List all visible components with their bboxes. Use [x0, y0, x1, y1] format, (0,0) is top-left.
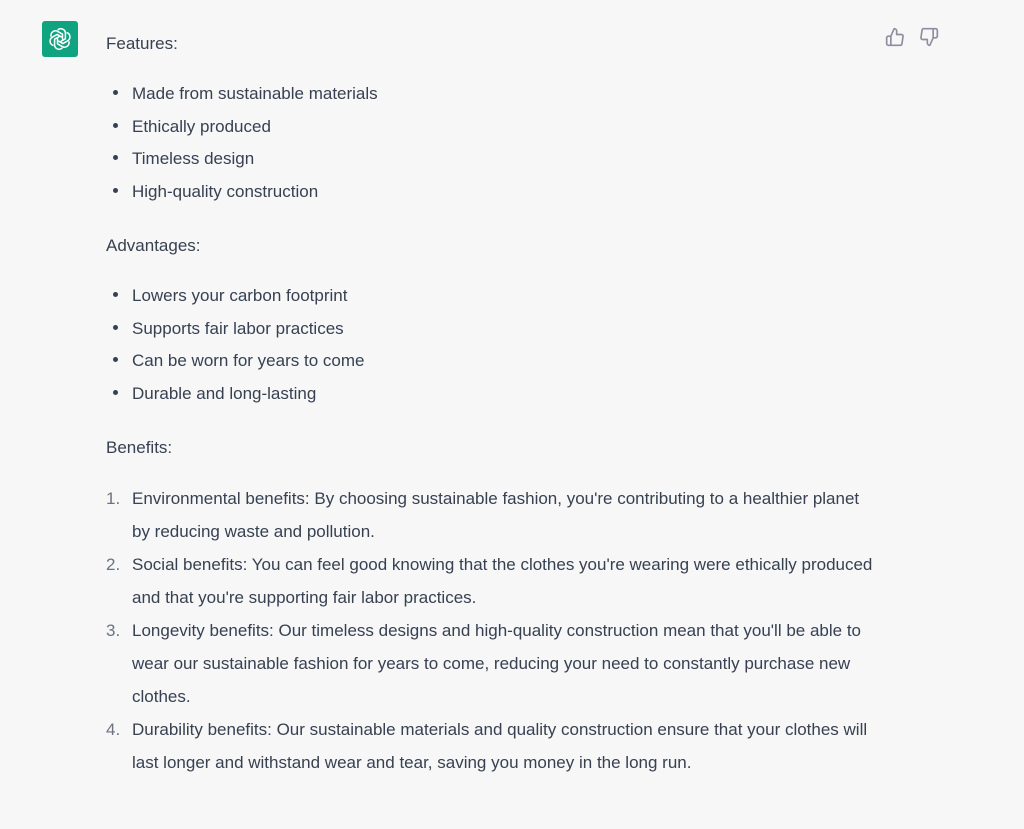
list-item — [106, 176, 876, 209]
list-item-text: Durable and long-lasting — [132, 383, 317, 403]
list-item-text: Can be worn for years to come — [132, 351, 365, 371]
list-item-text: High-quality construction — [132, 182, 319, 202]
bullet-icon — [113, 357, 118, 362]
advantages-list — [106, 280, 876, 411]
benefits-list — [106, 482, 876, 779]
list-item-text: Supports fair labor practices — [132, 318, 344, 338]
bullet-icon — [113, 390, 118, 395]
thumbs-up-button[interactable] — [884, 26, 906, 48]
list-item — [106, 313, 876, 346]
list-item — [106, 280, 876, 313]
list-item — [106, 378, 876, 411]
list-number: 3. — [106, 620, 121, 640]
list-item — [106, 548, 876, 614]
openai-logo-icon — [47, 26, 73, 52]
list-item — [106, 78, 876, 111]
thumbs-down-icon — [919, 27, 939, 47]
assistant-message — [106, 27, 876, 779]
list-item-text: Made from sustainable materials — [132, 84, 378, 103]
list-item-text: Social benefits: You can feel good knowing that the clothes you're wearing were ethically produced and that you're supporting fair labor practices. — [132, 554, 873, 607]
list-item-text: Longevity benefits: Our timeless designs and high-quality construction mean that you'll be able to wear our sustainable fashion for years to come, reducing your need to constantly purchase new clothes. — [132, 620, 861, 706]
feedback-buttons — [884, 26, 940, 48]
list-item — [106, 345, 876, 378]
thumbs-down-button[interactable] — [918, 26, 940, 48]
list-item-text: Ethically produced — [132, 116, 271, 136]
bullet-icon — [113, 123, 118, 128]
list-item-text: Timeless design — [132, 149, 255, 169]
features-heading: Features: — [106, 34, 178, 53]
bullet-icon — [113, 90, 118, 95]
list-item-text: Environmental benefits: By choosing sustainable fashion, you're contributing to a healthier planet by reducing waste and pollution. — [132, 488, 860, 541]
assistant-avatar — [42, 21, 78, 57]
list-item-text: Lowers your carbon footprint — [132, 285, 348, 305]
bullet-icon — [113, 325, 118, 330]
list-item — [106, 713, 876, 779]
list-item — [106, 143, 876, 176]
list-number: 2. — [106, 554, 121, 574]
advantages-heading: Advantages: — [106, 235, 201, 255]
bullet-icon — [113, 155, 118, 160]
list-item — [106, 111, 876, 144]
benefits-heading: Benefits: — [106, 437, 173, 457]
features-list — [106, 78, 876, 209]
bullet-icon — [113, 292, 118, 297]
list-item — [106, 614, 876, 713]
list-item — [106, 482, 876, 548]
bullet-icon — [113, 188, 118, 193]
list-number: 4. — [106, 719, 121, 739]
list-number: 1. — [106, 488, 121, 508]
thumbs-up-icon — [885, 27, 905, 47]
list-item-text: Durability benefits: Our sustainable materials and quality construction ensure that your clothes will last longer and withstand wear and tear, saving you money in the long run. — [132, 719, 868, 772]
